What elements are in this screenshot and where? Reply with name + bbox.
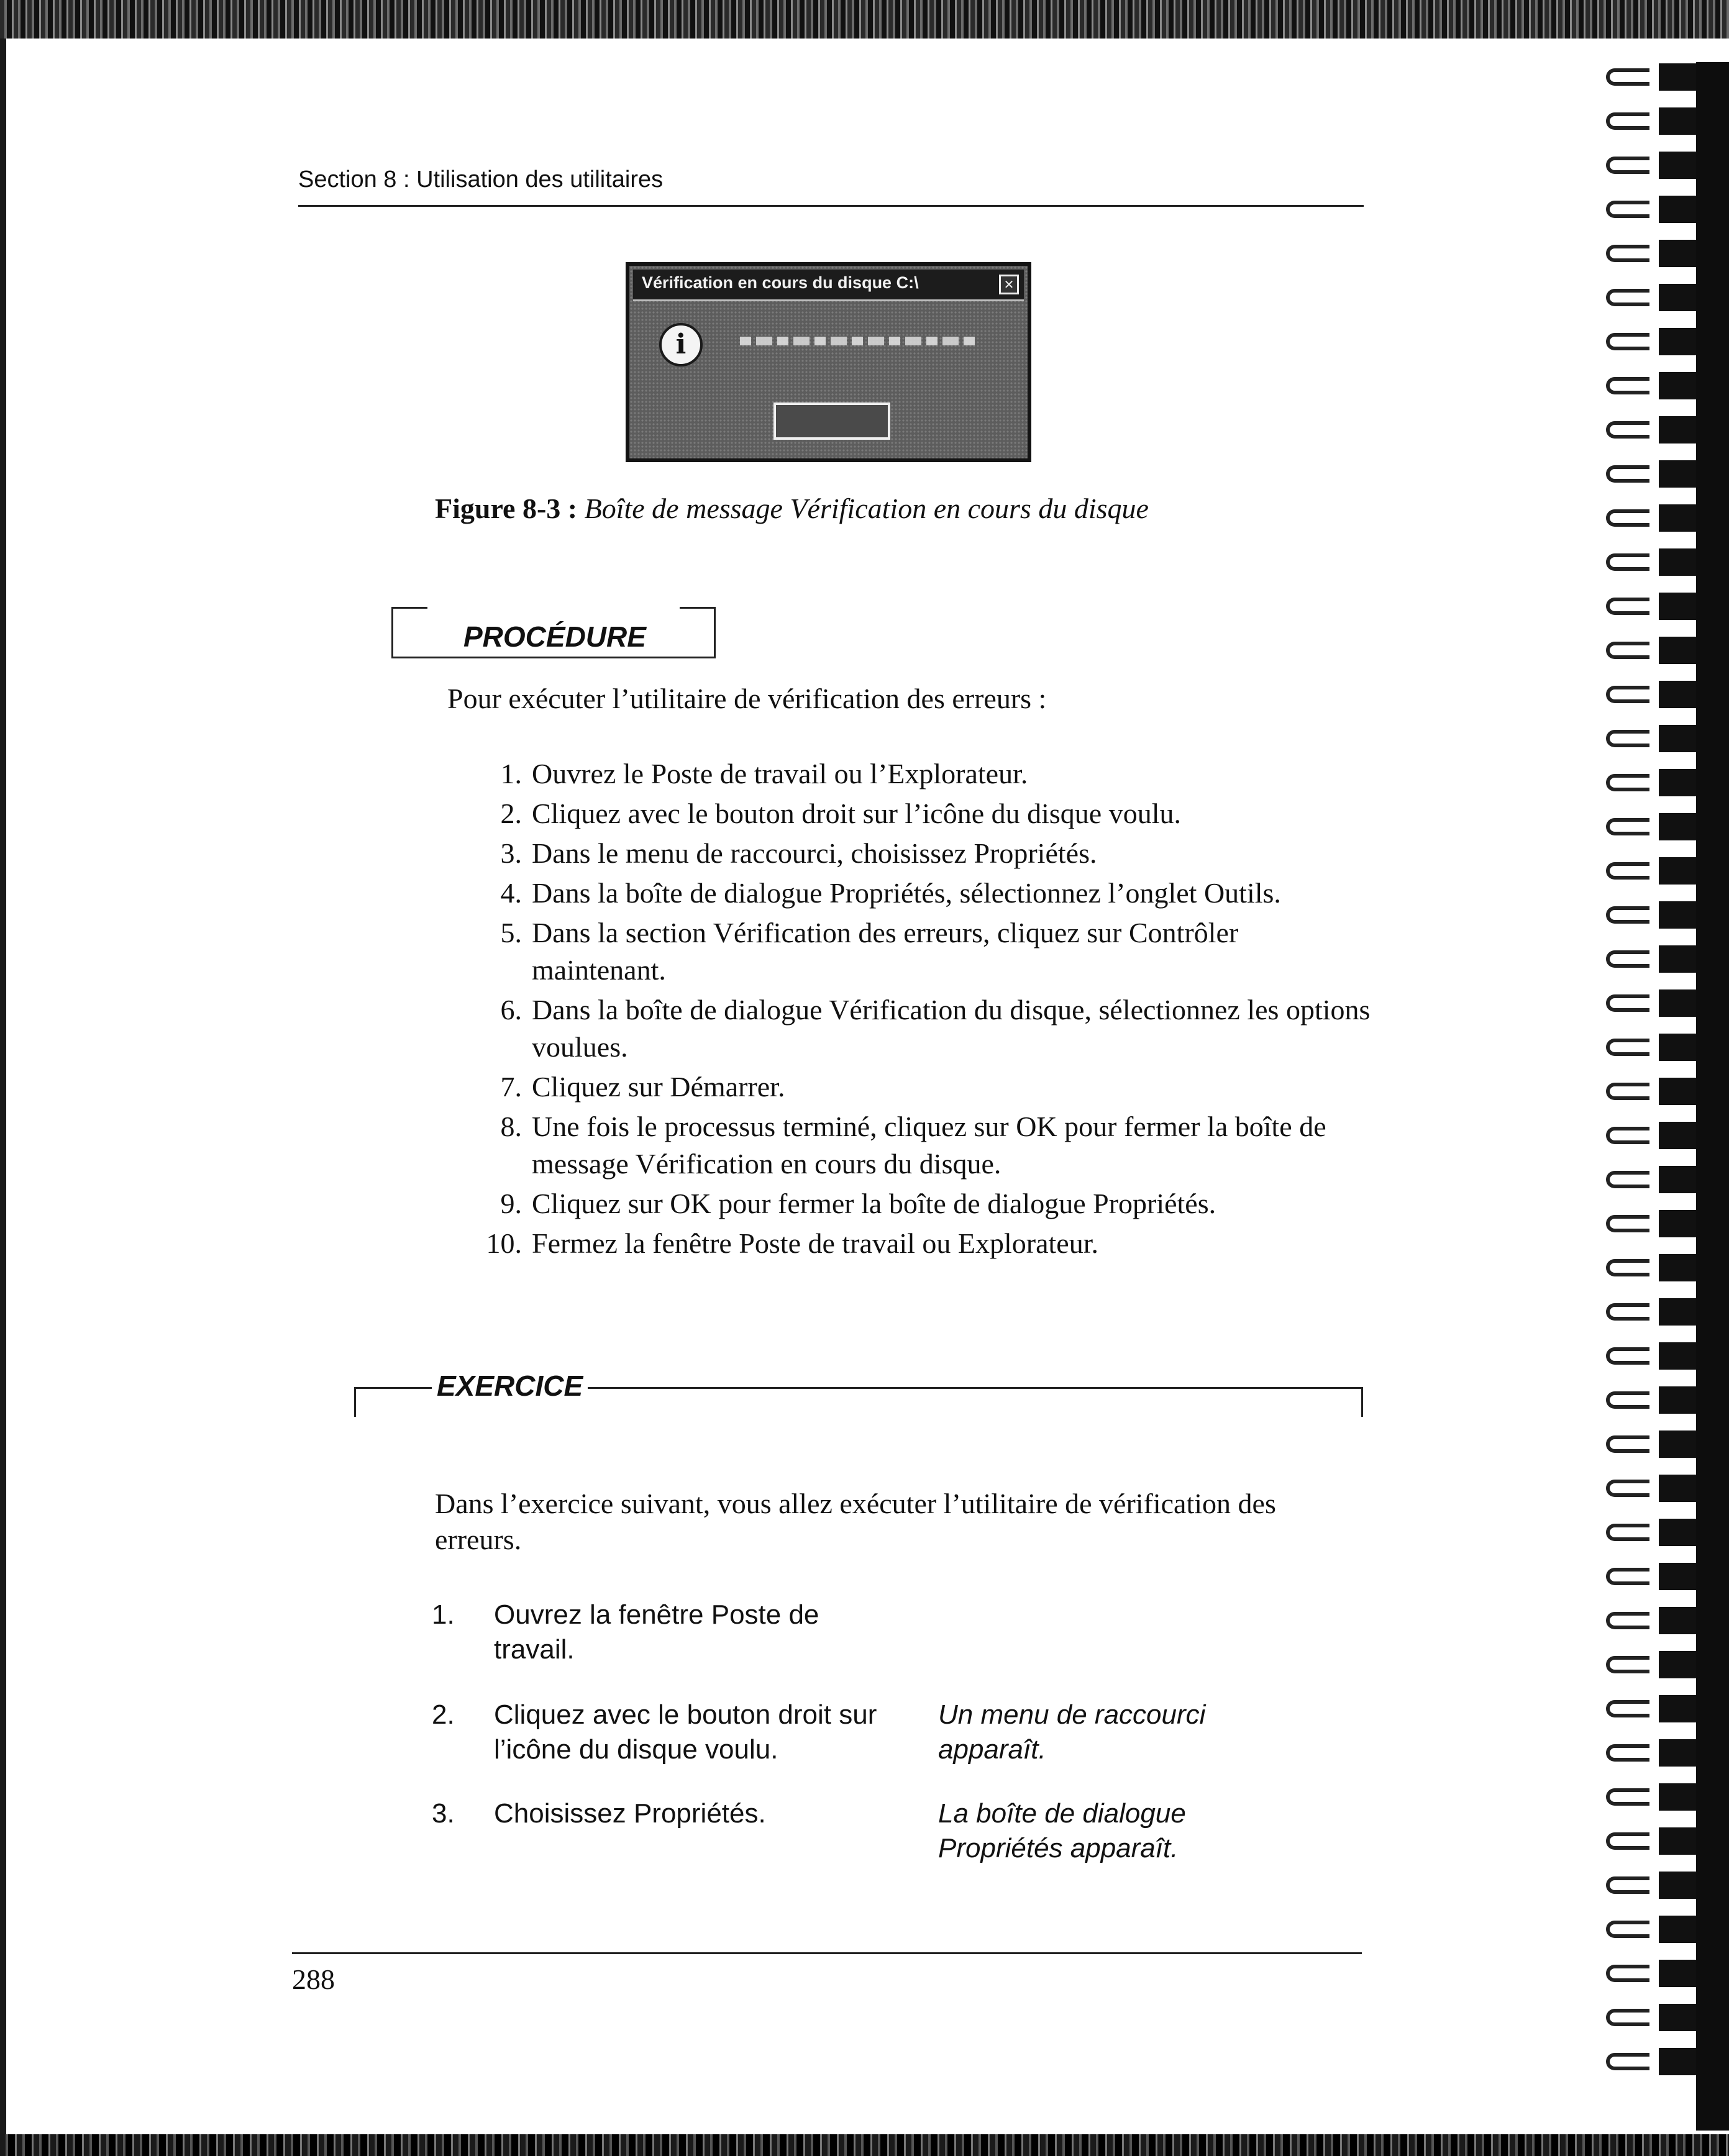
binding-ring <box>1606 1876 1649 1894</box>
binding-ring <box>1606 1524 1649 1541</box>
binding-ring <box>1606 289 1649 306</box>
binding-ring <box>1606 1965 1649 1982</box>
binding-hole <box>1659 107 1696 135</box>
binding-ring <box>1606 598 1649 615</box>
binding-ring <box>1606 1083 1649 1100</box>
binding-ring <box>1606 112 1649 130</box>
binding-ring <box>1606 994 1649 1012</box>
binding-hole <box>1659 1739 1696 1767</box>
binding-ring <box>1606 906 1649 924</box>
exercise-step-action: Cliquez avec le bouton droit sur l’icône du disque voulu. <box>494 1699 877 1765</box>
binding-ring <box>1606 1215 1649 1232</box>
binding-hole <box>1659 1916 1696 1943</box>
binding-hole <box>1659 989 1696 1017</box>
exercise-step-action: Ouvrez la fenêtre Poste de travail. <box>494 1599 819 1665</box>
binding-ring <box>1606 1921 1649 1938</box>
procedure-step: 7. Cliquez sur Démarrer. <box>500 1071 785 1103</box>
binding-ring <box>1606 377 1649 394</box>
binding-hole <box>1659 1783 1696 1811</box>
procedure-step: 6. Dans la boîte de dialogue Vérification du disque, sélectionnez les options voulues. <box>500 994 1371 1063</box>
binding-hole <box>1659 1034 1696 1061</box>
binding-ring <box>1606 465 1649 483</box>
binding-hole <box>1659 1254 1696 1281</box>
exercise-step-number: 1. <box>432 1599 455 1630</box>
scan-border-top <box>0 0 1729 39</box>
exercise-intro: Dans l’exercice suivant, vous allez exécuter l’utilitaire de vérification des erreurs. <box>435 1488 1276 1555</box>
binding-ring <box>1606 1744 1649 1762</box>
figure-label: Figure 8-3 : <box>435 493 578 524</box>
binding-ring <box>1606 1259 1649 1276</box>
binding-ring <box>1606 862 1649 880</box>
binding-hole <box>1659 681 1696 708</box>
binding-hole <box>1659 857 1696 885</box>
binding-hole <box>1659 1872 1696 1899</box>
procedure-step: 4. Dans la boîte de dialogue Propriétés, sélectionnez l’onglet Outils. <box>500 877 1281 909</box>
close-icon[interactable]: ✕ <box>999 275 1019 294</box>
procedure-step: 2. Cliquez avec le bouton droit sur l’icône du disque voulu. <box>500 798 1181 829</box>
procedure-step: 9. Cliquez sur OK pour fermer la boîte de dialogue Propriétés. <box>500 1188 1216 1219</box>
binding-hole <box>1659 1563 1696 1590</box>
binding-hole <box>1659 328 1696 355</box>
header-rule <box>298 205 1364 207</box>
ok-button[interactable] <box>773 403 890 440</box>
binding-hole <box>1659 1695 1696 1722</box>
binding-ring <box>1606 950 1649 968</box>
binding-hole <box>1659 901 1696 929</box>
binding-ring <box>1606 509 1649 527</box>
binding-hole <box>1659 2004 1696 2031</box>
binding-hole <box>1659 945 1696 973</box>
binding-hole <box>1659 1475 1696 1502</box>
binding-hole <box>1659 1166 1696 1193</box>
binding-ring <box>1606 421 1649 439</box>
info-icon: i <box>659 323 703 366</box>
binding-ring <box>1606 333 1649 350</box>
binding-ring <box>1606 1568 1649 1585</box>
exercise-step-result: La boîte de dialogue Propriétés apparaît. <box>938 1798 1186 1863</box>
binding-hole <box>1659 1078 1696 1105</box>
binding-ring <box>1606 1303 1649 1321</box>
binding-ring <box>1606 2053 1649 2070</box>
scan-border-bottom <box>0 2134 1729 2156</box>
binding-hole <box>1659 1431 1696 1458</box>
procedure-step: 3. Dans le menu de raccourci, choisissez Propriétés. <box>500 837 1097 869</box>
binding-hole <box>1659 240 1696 267</box>
procedure-step: 8. Une fois le processus terminé, cliquez sur OK pour fermer la boîte de message Vérification en cours du disque. <box>500 1111 1326 1180</box>
binding-hole <box>1659 372 1696 399</box>
binding-ring <box>1606 157 1649 174</box>
binding-hole <box>1659 152 1696 179</box>
procedure-heading: PROCÉDURE <box>460 620 650 653</box>
binding-hole <box>1659 63 1696 91</box>
binding-hole <box>1659 1298 1696 1326</box>
binding-hole <box>1659 460 1696 488</box>
binding-hole <box>1659 1960 1696 1987</box>
figure-caption-text: Boîte de message Vérification en cours du disque <box>584 493 1149 524</box>
binding-hole <box>1659 2048 1696 2075</box>
page-number: 288 <box>292 1963 335 1995</box>
binding-hole <box>1659 1827 1696 1855</box>
procedure-step: 1. Ouvrez le Poste de travail ou l’Explorateur. <box>500 758 1028 789</box>
dialog-message-illegible <box>740 337 976 345</box>
binding-ring <box>1606 1612 1649 1629</box>
binding-hole <box>1659 1651 1696 1678</box>
binding-ring <box>1606 2009 1649 2026</box>
dialog-titlebar <box>633 270 1024 301</box>
binding-ring <box>1606 245 1649 262</box>
binding-hole <box>1659 637 1696 664</box>
dialog-title: Vérification en cours du disque C:\ <box>642 273 919 292</box>
binding-ring <box>1606 686 1649 703</box>
binding-ring <box>1606 1347 1649 1365</box>
binding-ring <box>1606 1127 1649 1144</box>
binding-ring <box>1606 774 1649 791</box>
binding-ring <box>1606 818 1649 835</box>
binding-hole <box>1659 769 1696 796</box>
binding-ring <box>1606 1656 1649 1673</box>
footer-rule <box>292 1952 1362 1954</box>
binding-ring <box>1606 1480 1649 1497</box>
binding-hole <box>1659 813 1696 840</box>
binding-ring <box>1606 1391 1649 1409</box>
exercise-step-number: 3. <box>432 1798 455 1829</box>
binding-hole <box>1659 548 1696 576</box>
binding-hole <box>1659 416 1696 443</box>
binding-hole <box>1659 1519 1696 1546</box>
binding-ring <box>1606 1435 1649 1453</box>
binding-ring <box>1606 642 1649 659</box>
section-header: Section 8 : Utilisation des utilitaires <box>298 166 664 193</box>
binding-hole <box>1659 593 1696 620</box>
binding-hole <box>1659 1342 1696 1370</box>
dialog-screenshot <box>626 262 1031 462</box>
binding-hole <box>1659 1607 1696 1634</box>
exercise-step-action: Choisissez Propriétés. <box>494 1798 766 1829</box>
binding-hole <box>1659 196 1696 223</box>
binding-ring <box>1606 1171 1649 1188</box>
binding-ring <box>1606 201 1649 218</box>
figure-caption <box>435 492 1149 525</box>
binding-ring <box>1606 730 1649 747</box>
procedure-steps <box>472 755 1379 1265</box>
procedure-intro: Pour exécuter l’utilitaire de vérification des erreurs : <box>447 683 1047 714</box>
binding-ring <box>1606 1039 1649 1056</box>
exercise-step-result: Un menu de raccourci apparaît. <box>938 1699 1206 1765</box>
binding-ring <box>1606 1832 1649 1850</box>
binding-ring <box>1606 553 1649 571</box>
binding-hole <box>1659 725 1696 752</box>
binding-ring <box>1606 68 1649 86</box>
procedure-step: 5. Dans la section Vérification des erreurs, cliquez sur Contrôler maintenant. <box>500 917 1239 986</box>
binding-hole <box>1659 504 1696 532</box>
exercise-heading: EXERCICE <box>432 1369 588 1403</box>
binding-hole <box>1659 1386 1696 1414</box>
exercise-step-number: 2. <box>432 1699 455 1730</box>
binding-ring <box>1606 1700 1649 1717</box>
scan-border-left <box>0 39 6 2134</box>
binding-hole <box>1659 1122 1696 1149</box>
procedure-step: 10. Fermez la fenêtre Poste de travail ou Explorateur. <box>486 1227 1098 1259</box>
spiral-binding <box>1600 62 1729 2131</box>
binding-ring <box>1606 1788 1649 1806</box>
binding-hole <box>1659 284 1696 311</box>
binding-hole <box>1659 1210 1696 1237</box>
